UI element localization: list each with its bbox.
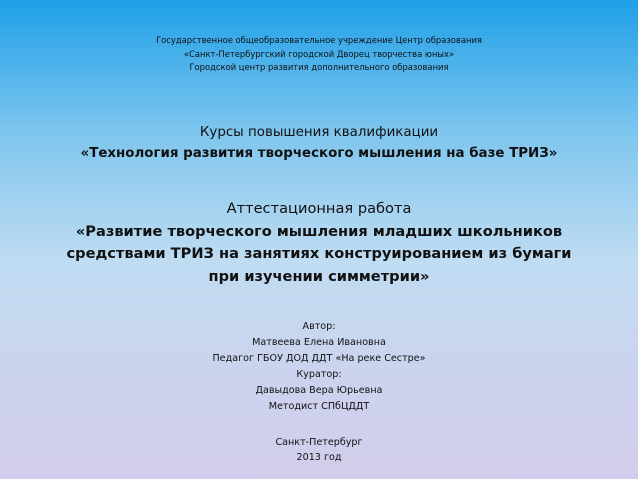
institution-line-2: «Санкт-Петербургский городской Дворец творчества юных» — [183, 48, 455, 59]
curator-label: Куратор: — [296, 369, 342, 380]
work-title-line-2: средствами ТРИЗ на занятиях конструированием из бумаги — [66, 245, 572, 262]
course-title-block — [0, 122, 638, 164]
work-title-line-1: «Развитие творческого мышления младших школьников — [75, 222, 563, 240]
author-label: Автор: — [302, 321, 336, 332]
institution-line-1: Государственное общеобразовательное учреждение Центр образования — [156, 35, 482, 45]
year: 2013 год — [296, 452, 342, 463]
institution-header — [0, 34, 638, 75]
authors-block — [0, 319, 638, 415]
institution-line-3: Городской центр развития дополнительного образования — [189, 62, 449, 72]
course-name: «Технология развития творческого мышления на базе ТРИЗ» — [80, 146, 558, 161]
course-label: Курсы повышения квалификации — [199, 125, 439, 140]
author-position: Педагог ГБОУ ДОД ДДТ «На реке Сестре» — [212, 353, 426, 364]
curator-position: Методист СПбЦДДТ — [268, 401, 370, 412]
curator-name: Давыдова Вера Юрьевна — [255, 385, 383, 396]
work-title-line-3: при изучении симметрии» — [208, 267, 430, 285]
work-title-block — [0, 198, 638, 288]
author-name: Матвеева Елена Ивановна — [252, 337, 386, 348]
city: Санкт-Петербург — [275, 437, 363, 448]
work-label: Аттестационная работа — [226, 200, 412, 217]
place-and-year — [0, 435, 638, 465]
